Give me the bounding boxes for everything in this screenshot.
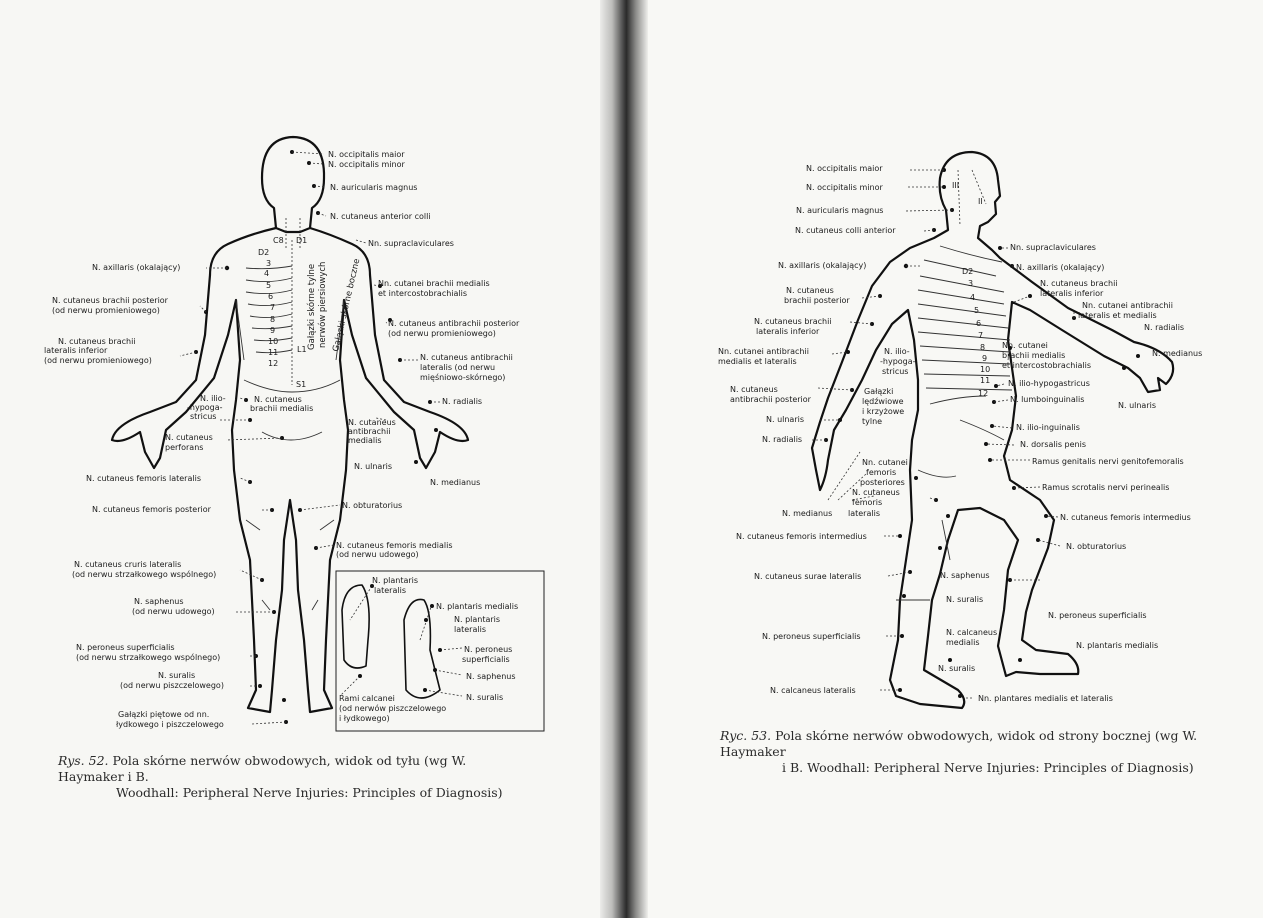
figure-label: Nn. cutanei [1002,341,1048,350]
figure-label: (od nerwu piszczelowego) [120,681,224,690]
figure-label: N. plantaris medialis [436,602,519,611]
figure-label: brachii posterior [784,296,850,305]
figure-label: N. peroneus superficialis [762,632,861,641]
figure-label: N. cutaneus femoris intermedius [1060,513,1191,522]
figure-label: N. cutaneus brachii [58,337,136,346]
figure-label: C8 [273,236,284,245]
figure-label: superficialis [462,655,510,664]
figure-label: 11 [268,348,279,357]
figure-label: i krzyżowe [862,407,905,416]
figure-label: lateralis (od nerwu [420,363,496,372]
figure-label: Gałązki piętowe od nn. [118,710,210,719]
figure-label: 10 [268,337,279,346]
figure-label: (od nerwu udowego) [132,607,215,616]
figure-label: femoris [852,498,883,507]
figure-label: -hypoga- [187,403,223,412]
figure-label: N. suralis [158,671,196,680]
figure-label: 3 [266,259,272,268]
figure-label: perforans [165,443,204,452]
figure-label: (od nerwu promieniowego) [44,356,152,365]
figure-label: lateralis [848,509,880,518]
figure-label: III [952,181,960,190]
figure-label: N. saphenus [466,672,516,681]
posterior-figure [112,137,468,724]
figure-label: N. occipitalis minor [806,183,883,192]
figure-caption-right [720,728,1230,776]
figure-label: N. peroneus superficialis [1048,611,1147,620]
figure-label: stricus [190,412,217,421]
figure-label: 9 [270,326,276,335]
figure-label: N. radialis [762,435,803,444]
figure-label: medialis [946,638,980,647]
figure-label: N. cutaneus brachii [754,317,832,326]
figure-label: Gałązki [864,387,894,396]
figure-label: N. axillaris (okalający) [92,263,181,272]
figure-label: N. cutaneus surae lateralis [754,572,862,581]
figure-label: N. obturatorius [1066,542,1127,551]
figure-label: 8 [270,315,276,324]
figure-label: Nn. cutanei [862,458,908,467]
figure-label: N. medianus [782,509,833,518]
figure-label: 12 [978,389,989,398]
figure-label: (od nerwu promieniowego) [52,306,160,315]
figure-label: S1 [296,380,307,389]
figure-label: 5 [266,281,272,290]
figure-label: D2 [962,267,974,276]
figure-label: Gałązki skórne boczne [331,257,363,353]
figure-label: D1 [296,236,308,245]
figure-label: N. cutaneus femoris lateralis [86,474,201,483]
figure-label: 5 [974,306,980,315]
figure-label: N. medianus [1152,349,1203,358]
figure-label: Ramus scrotalis nervi perinealis [1042,483,1170,492]
figure-label: N. saphenus [940,571,990,580]
figure-label: lateralis et medialis [1078,311,1157,320]
figure-label: 10 [980,365,991,374]
figure-label: lateralis inferior [756,327,820,336]
figure-label: Nn. supraclaviculares [1010,243,1096,252]
posterior-labels-right [328,150,520,559]
figure-label: posteriores [860,478,905,487]
figure-label: 11 [980,376,991,385]
figure-label: -hypoga- [880,357,916,366]
figure-label: antibrachii [348,427,391,436]
figure-label: i łydkowego) [339,714,390,723]
figure-label: N. occipitalis maior [806,164,883,173]
figure-label: D2 [258,248,270,257]
figure-label: (od nerwu strzałkowego wspólnego) [76,653,221,662]
figure-label: N. plantaris medialis [1076,641,1159,650]
figure-label: Ramus genitalis nervi genitofemoralis [1032,457,1184,466]
figure-label: N. cutaneus [165,433,213,442]
figure-label: N. cutaneus [254,395,302,404]
figure-label: N. dorsalis penis [1020,440,1087,449]
figure-label: N. ilio-hypogastricus [1008,379,1090,388]
figure-label: 6 [976,319,982,328]
figure-label: Rami calcanei [339,694,395,703]
lateral-labels-left [718,164,896,695]
figure-label: N. cutaneus cruris lateralis [74,560,182,569]
figure-label: N. cutaneus anterior colli [330,212,431,221]
figure-label: (od nerwu promieniowego) [388,329,496,338]
figure-label: N. suralis [466,693,504,702]
figure-label: N. cutaneus femoris intermedius [736,532,867,541]
figure-label: N. cutaneus antibrachii posterior [388,319,520,328]
figure-label: 4 [264,269,270,278]
figure-label: N. peroneus superficialis [76,643,175,652]
figure-label: N. suralis [938,664,976,673]
figure-number-right: Ryc. 53. [720,728,772,743]
figure-label: brachii medialis [250,404,314,413]
spine-labels [258,236,307,389]
figure-label: N. cutaneus [852,488,900,497]
figure-label: 9 [982,354,988,363]
figure-caption-left [58,753,518,801]
figure-label: 6 [268,292,274,301]
figure-label: N. peroneus [464,645,513,654]
figure-label: L1 [297,345,307,354]
figure-label: 3 [968,279,974,288]
figure-label: lędźwiowe [862,397,904,406]
figure-label: N. cutaneus [348,418,396,427]
figure-label: N. ulnaris [1118,401,1157,410]
figure-label: 7 [270,303,276,312]
figure-label: N. occipitalis minor [328,160,405,169]
figure-label: N. ilio- [200,394,226,403]
figure-label: antibrachii posterior [730,395,811,404]
figure-label: et intercostobrachialis [1002,361,1092,370]
caption-left-line2: Woodhall: Peripheral Nerve Injuries: Principles of Diagnosis) [116,785,503,800]
figure-label: Nn. cutanei antibrachii [718,347,809,356]
figure-label: Nn. plantares medialis et lateralis [978,694,1113,703]
figure-label: (od nerwu strzałkowego wspólnego) [72,570,217,579]
figure-label: N. ulnaris [354,462,393,471]
figure-label: 8 [980,343,986,352]
figure-label: N. cutaneus [730,385,778,394]
figure-label: N. lumboinguinalis [1010,395,1085,404]
lateral-figure [812,152,1173,708]
figure-label: N. cutaneus femoris posterior [92,505,211,514]
figure-label: N. saphenus [134,597,184,606]
figure-label: N. cutaneus femoris medialis [336,541,453,550]
caption-right-line2: i B. Woodhall: Peripheral Nerve Injuries: Principles of Diagnosis) [782,760,1194,775]
figure-label: stricus [882,367,909,376]
figure-label: medialis [348,436,382,445]
figure-label: N. obturatorius [342,501,403,510]
figure-label: 12 [268,359,279,368]
figure-label: N. cutaneus antibrachii [420,353,513,362]
figure-label: N. axillaris (okalający) [1016,263,1105,272]
figure-label: łydkowego i piszczelowego [116,720,224,729]
figure-label: femoris [866,468,897,477]
figure-label: (od nerwu udowego) [336,550,419,559]
figure-label: N. radialis [1144,323,1185,332]
figure-label: lateralis inferior [1040,289,1104,298]
figure-label: lateralis [374,586,406,595]
figure-label: brachii medialis [1002,351,1066,360]
figure-number-left: Rys. 52. [58,753,109,768]
figure-label: N. calcaneus [946,628,998,637]
figure-label: et intercostobrachialis [378,289,468,298]
figure-label: N. auricularis magnus [330,183,418,192]
figure-label: medialis et lateralis [718,357,797,366]
figure-label: Gałązki skórne tylne [307,263,317,350]
figure-label: N. plantaris [454,615,501,624]
figure-label: N. cutaneus [786,286,834,295]
figure-label: N. cutaneus brachii [1040,279,1118,288]
figure-label: N. ulnaris [766,415,805,424]
figure-label: Nn. cutanei antibrachii [1082,301,1173,310]
figure-label: II [978,197,983,206]
figure-label: N. calcaneus lateralis [770,686,856,695]
figure-label: nerwów piersiowych [318,261,328,348]
figure-label: tylne [862,417,883,426]
figure-label: 4 [970,293,976,302]
figure-label: N. cutaneus brachii posterior [52,296,168,305]
figure-label: mięśniowo-skórnego) [420,373,506,382]
figure-label: N. plantaris [372,576,419,585]
figure-label: N. ilio- [884,347,910,356]
figure-label: lateralis [454,625,486,634]
figure-label: N. ilio-inguinalis [1016,423,1080,432]
figure-label: (od nerwów piszczelowego [339,704,447,713]
figure-label: N. medianus [430,478,481,487]
figure-label: Nn. supraclaviculares [368,239,454,248]
figure-label: Nn. cutanei brachii medialis [378,279,490,288]
figure-label: N. radialis [442,397,483,406]
foot-inset [336,571,544,731]
figure-label: N. suralis [946,595,984,604]
figure-label: N. occipitalis maior [328,150,405,159]
figure-label: N. axillaris (okalający) [778,261,867,270]
figure-label: N. cutaneus colli anterior [795,226,896,235]
caption-left-line1: Pola skórne nerwów obwodowych, widok od tyłu (wg W. Haymaker i B. [58,753,467,784]
figure-label: N. auricularis magnus [796,206,884,215]
caption-right-line1: Pola skórne nerwów obwodowych, widok od strony bocznej (wg W. Haymaker [720,728,1198,759]
figure-label: 7 [978,331,984,340]
figure-label: lateralis inferior [44,346,108,355]
